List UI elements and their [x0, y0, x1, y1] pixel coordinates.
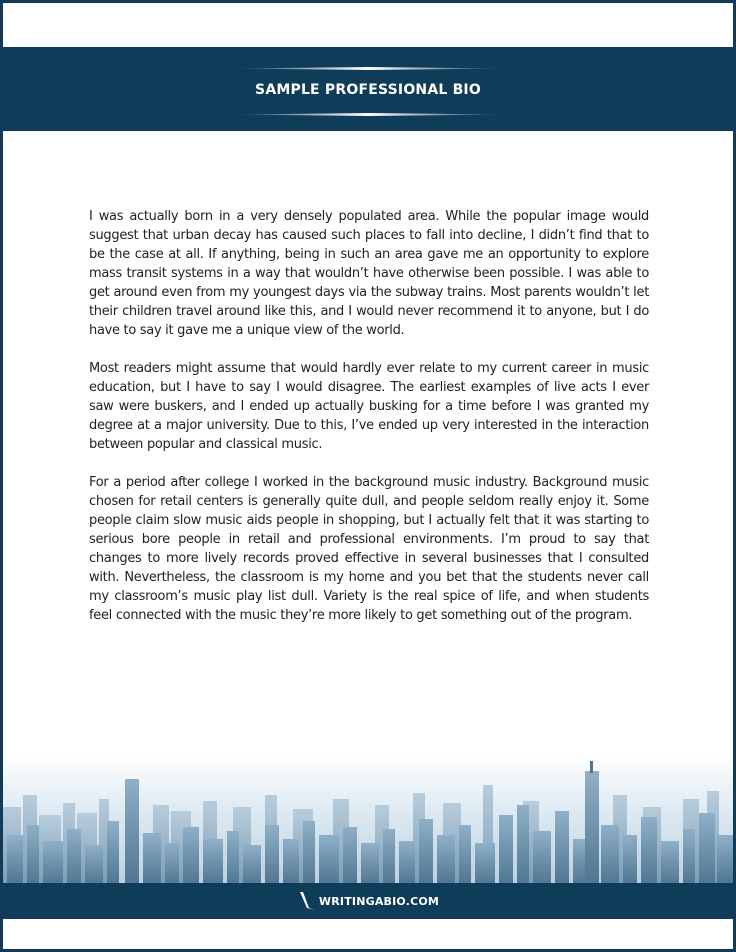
logo-text: WRITINGABIO.COM	[318, 894, 440, 908]
footer-band	[3, 883, 733, 919]
bio-paragraph: I was actually born in a very densely populated area. While the popular image would suggest that urban decay has caused such places to fall into decline, I didn’t find that to be the case at all. If anything, being in such an area gave me an opportunity to explore mass transit systems in a way that wouldn’t have otherwise been possible. I was able to get around even from my youngest days via the subway trains. Most parents wouldn’t let their children travel around like this, and I would never recommend it to anyone, but I do have to say it gave me a unique view of the world.	[89, 209, 649, 338]
header-divider-top	[228, 67, 508, 70]
page-title: SAMPLE PROFESSIONAL BIO	[255, 82, 481, 98]
bio-paragraph: Most readers might assume that would hardly ever relate to my current career in music education, but I have to say I would disagree. The earliest examples of live acts I ever saw were buskers, and I ended up actually busking for a time before I was granted my degree at a major university. Due to this, I’ve ended up very interested in the interaction between popular and classical music.	[89, 361, 649, 452]
site-logo	[3, 883, 733, 919]
city-skyline-image	[3, 755, 733, 885]
header-divider-bottom	[228, 113, 508, 116]
header-band	[3, 47, 733, 131]
quill-icon	[297, 890, 317, 912]
bio-paragraph: For a period after college I worked in the background music industry. Background music chosen for retail centers is generally quite dull, and people seldom really enjoy it. Some people claim slow music aids people in shopping, but I actually felt that it was starting to serious bore people in retail and professional environments. I’m proud to say that changes to more lively records proved effective in several businesses that I consulted with. Nevertheless, the classroom is my home and you bet that the students never call my classroom’s music play list dull. Variety is the real spice of life, and when students feel connected with the music they’re more likely to get something out of the program.	[89, 475, 649, 623]
bio-body	[89, 207, 649, 644]
